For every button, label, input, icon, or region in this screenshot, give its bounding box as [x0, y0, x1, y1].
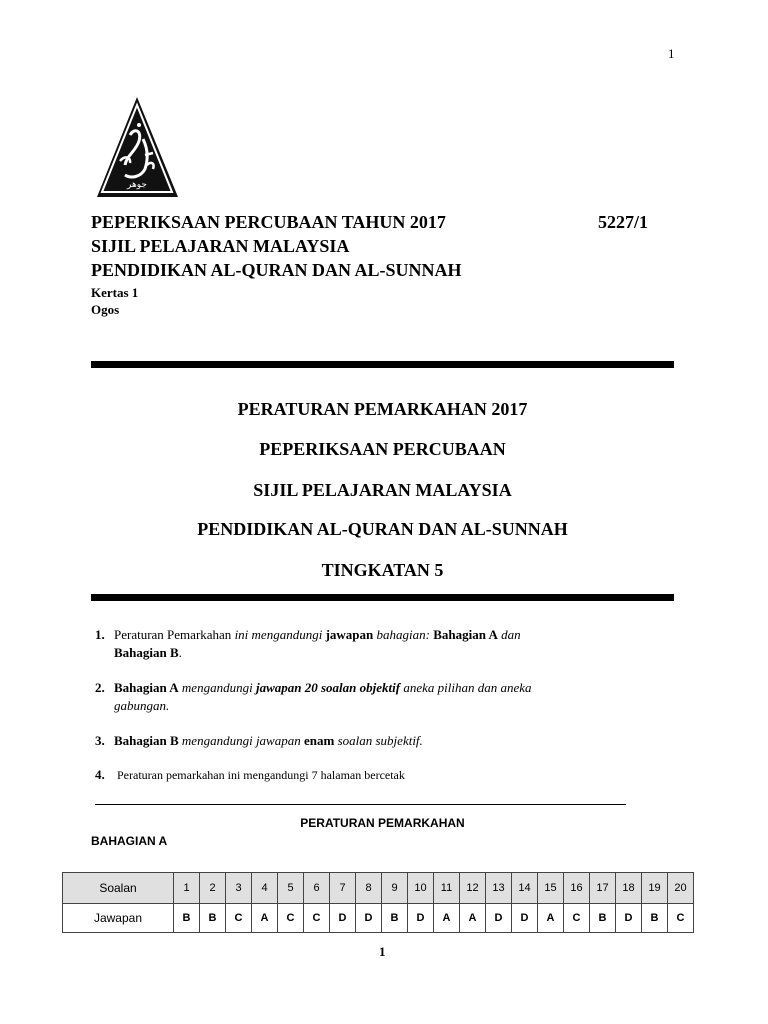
- answer-cell: D: [486, 904, 512, 933]
- subject-name: PENDIDIKAN AL-QURAN DAN AL-SUNNAH: [91, 260, 462, 280]
- question-number: 6: [304, 873, 330, 904]
- divider-top: [91, 361, 674, 368]
- scheme-exam: PEPERIKSAAN PERCUBAAN: [259, 439, 506, 459]
- page-number-bottom: 1: [379, 944, 386, 959]
- question-number: 11: [434, 873, 460, 904]
- answer-row-label: Jawapan: [63, 904, 174, 933]
- note-number: 1.: [95, 627, 105, 642]
- note-1: 1. Peraturan Pemarkahan ini mengandungi jawapan bahagian: Bahagian A dan Bahagian B.: [95, 627, 521, 660]
- paper-number: Kertas 1: [91, 285, 139, 300]
- question-number: 16: [564, 873, 590, 904]
- paper-code: 5227/1: [598, 212, 649, 232]
- note-number: 3.: [95, 733, 105, 748]
- answer-cell: B: [174, 904, 200, 933]
- question-number: 13: [486, 873, 512, 904]
- question-number: 2: [200, 873, 226, 904]
- question-number: 1: [174, 873, 200, 904]
- answer-cell: A: [460, 904, 486, 933]
- question-number: 7: [330, 873, 356, 904]
- question-number: 8: [356, 873, 382, 904]
- answer-cell: B: [382, 904, 408, 933]
- answer-table-header-row: [63, 873, 694, 904]
- answer-cell: B: [590, 904, 616, 933]
- answer-table: [62, 872, 694, 933]
- answer-cell: D: [408, 904, 434, 933]
- answer-cell: C: [668, 904, 694, 933]
- question-number: 10: [408, 873, 434, 904]
- section-subtitle: BAHAGIAN A: [91, 834, 168, 848]
- exam-month: Ogos: [91, 302, 120, 317]
- certificate-name: SIJIL PELAJARAN MALAYSIA: [91, 236, 350, 256]
- scheme-form: TINGKATAN 5: [321, 560, 444, 580]
- section-divider: [95, 804, 626, 805]
- question-number: 19: [642, 873, 668, 904]
- scheme-subject: PENDIDIKAN AL-QURAN DAN AL-SUNNAH: [197, 519, 568, 539]
- question-number: 15: [538, 873, 564, 904]
- answer-cell: B: [200, 904, 226, 933]
- question-number: 4: [252, 873, 278, 904]
- question-number: 18: [616, 873, 642, 904]
- answer-cell: A: [252, 904, 278, 933]
- question-number: 20: [668, 873, 694, 904]
- note-number: 2.: [95, 680, 105, 695]
- answer-cell: C: [304, 904, 330, 933]
- answer-cell: D: [512, 904, 538, 933]
- school-crest-logo: [95, 95, 180, 200]
- question-number: 14: [512, 873, 538, 904]
- answer-cell: D: [330, 904, 356, 933]
- answer-cell: D: [356, 904, 382, 933]
- note-number: 4.: [95, 767, 105, 782]
- section-title: PERATURAN PEMARKAHAN: [300, 816, 465, 830]
- question-number: 9: [382, 873, 408, 904]
- note-2: 2. Bahagian A mengandungi jawapan 20 soalan objektif aneka pilihan dan aneka gabungan.: [95, 680, 532, 713]
- answer-cell: A: [538, 904, 564, 933]
- divider-bottom: [91, 594, 674, 601]
- exam-title: PEPERIKSAAN PERCUBAAN TAHUN 2017: [91, 212, 446, 232]
- note-3: 3. Bahagian B mengandungi jawapan enam soalan subjektif.: [95, 733, 423, 748]
- question-number: 5: [278, 873, 304, 904]
- question-number: 3: [226, 873, 252, 904]
- answer-cell: A: [434, 904, 460, 933]
- answer-cell: C: [278, 904, 304, 933]
- answer-cell: C: [564, 904, 590, 933]
- answer-cell: C: [226, 904, 252, 933]
- question-number: 12: [460, 873, 486, 904]
- answer-cell: D: [616, 904, 642, 933]
- answer-table-answer-row: [63, 904, 694, 933]
- scheme-title: PERATURAN PEMARKAHAN 2017: [237, 399, 528, 419]
- note-4: 4. Peraturan pemarkahan ini mengandungi 7 halaman bercetak: [95, 767, 405, 782]
- scheme-certificate: SIJIL PELAJARAN MALAYSIA: [253, 480, 512, 500]
- question-header-label: Soalan: [63, 873, 174, 904]
- triangle-calligraphy-crest-icon: [95, 95, 180, 200]
- question-number: 17: [590, 873, 616, 904]
- answer-cell: B: [642, 904, 668, 933]
- crest-script-text: جوهر: [127, 180, 147, 190]
- page-number-top: 1: [668, 46, 675, 61]
